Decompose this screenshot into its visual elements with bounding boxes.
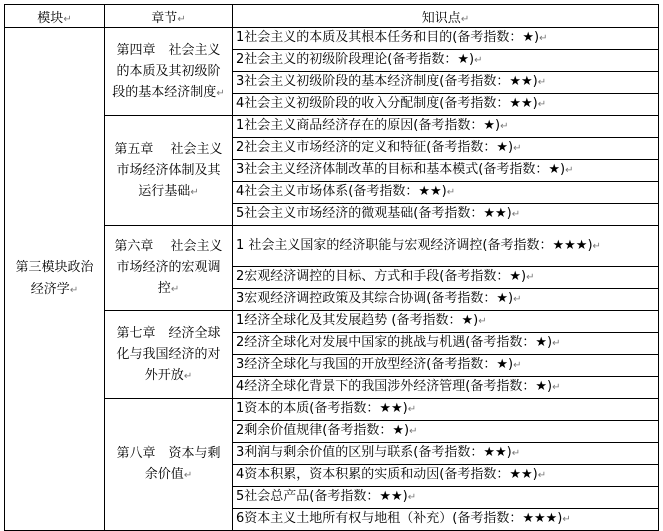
knowledge-point: 1社会主义商品经济存在的原因(备考指数：★)↵ <box>233 116 659 138</box>
header-points: 知识点↵ <box>233 5 659 28</box>
knowledge-point: 3利润与剩余价值的区别与联系(备考指数：★★)↵ <box>233 443 659 465</box>
header-module: 模块↵ <box>5 5 105 28</box>
chapter-cell: 第八章 资本与剩余价值↵ <box>105 399 233 531</box>
header-chapter: 章节↵ <box>105 5 233 28</box>
knowledge-point: 3社会主义初级阶段的基本经济制度(备考指数：★★)↵ <box>233 72 659 94</box>
knowledge-point: 4社会主义初级阶段的收入分配制度(备考指数：★★)↵ <box>233 94 659 116</box>
knowledge-point: 1社会主义的本质及其根本任务和目的(备考指数：★)↵ <box>233 28 659 50</box>
knowledge-point: 3社会主义经济体制改革的目标和基本模式(备考指数：★)↵ <box>233 160 659 182</box>
table-row <box>5 28 659 50</box>
chapter-cell: 第六章 社会主义市场经济的宏观调控↵ <box>105 226 233 311</box>
knowledge-point: 1经济全球化及其发展趋势 (备考指数：★)↵ <box>233 311 659 333</box>
chapter-cell: 第四章 社会主义的本质及其初级阶段的基本经济制度↵ <box>105 28 233 116</box>
knowledge-point: 4社会主义市场体系(备考指数：★★)↵ <box>233 182 659 204</box>
knowledge-point: 2社会主义市场经济的定义和特征(备考指数：★)↵ <box>233 138 659 160</box>
knowledge-point: 6资本主义土地所有权与地租（补充）(备考指数：★★★)↵ <box>233 509 659 531</box>
knowledge-point: 2宏观经济调控的目标、方式和手段(备考指数：★)↵ <box>233 267 659 289</box>
header-row <box>5 5 659 28</box>
knowledge-point: 4资本积累，资本积累的实质和动因(备考指数：★★)↵ <box>233 465 659 487</box>
knowledge-point: 5社会主义市场经济的微观基础(备考指数：★★)↵ <box>233 204 659 226</box>
knowledge-point: 1资本的本质(备考指数：★★)↵ <box>233 399 659 421</box>
chapter-cell: 第七章 经济全球化与我国经济的对外开放↵ <box>105 311 233 399</box>
knowledge-point: 5社会总产品(备考指数：★★)↵ <box>233 487 659 509</box>
knowledge-point: 2经济全球化对发展中国家的挑战与机遇(备考指数：★)↵ <box>233 333 659 355</box>
knowledge-point: 3经济全球化与我国的开放型经济(备考指数：★)↵ <box>233 355 659 377</box>
knowledge-point: 1 社会主义国家的经济职能与宏观经济调控(备考指数：★★★)↵ <box>233 226 659 267</box>
knowledge-point: 4经济全球化背景下的我国涉外经济管理(备考指数：★)↵ <box>233 377 659 399</box>
knowledge-point: 2社会主义的初级阶段理论(备考指数：★)↵ <box>233 50 659 72</box>
knowledge-table <box>4 4 659 531</box>
chapter-cell: 第五章 社会主义市场经济体制及其运行基础↵ <box>105 116 233 226</box>
module-cell: 第三模块政治经济学↵ <box>5 28 105 531</box>
knowledge-point: 3宏观经济调控政策及其综合协调(备考指数：★)↵ <box>233 289 659 311</box>
knowledge-point: 2剩余价值规律(备考指数：★)↵ <box>233 421 659 443</box>
